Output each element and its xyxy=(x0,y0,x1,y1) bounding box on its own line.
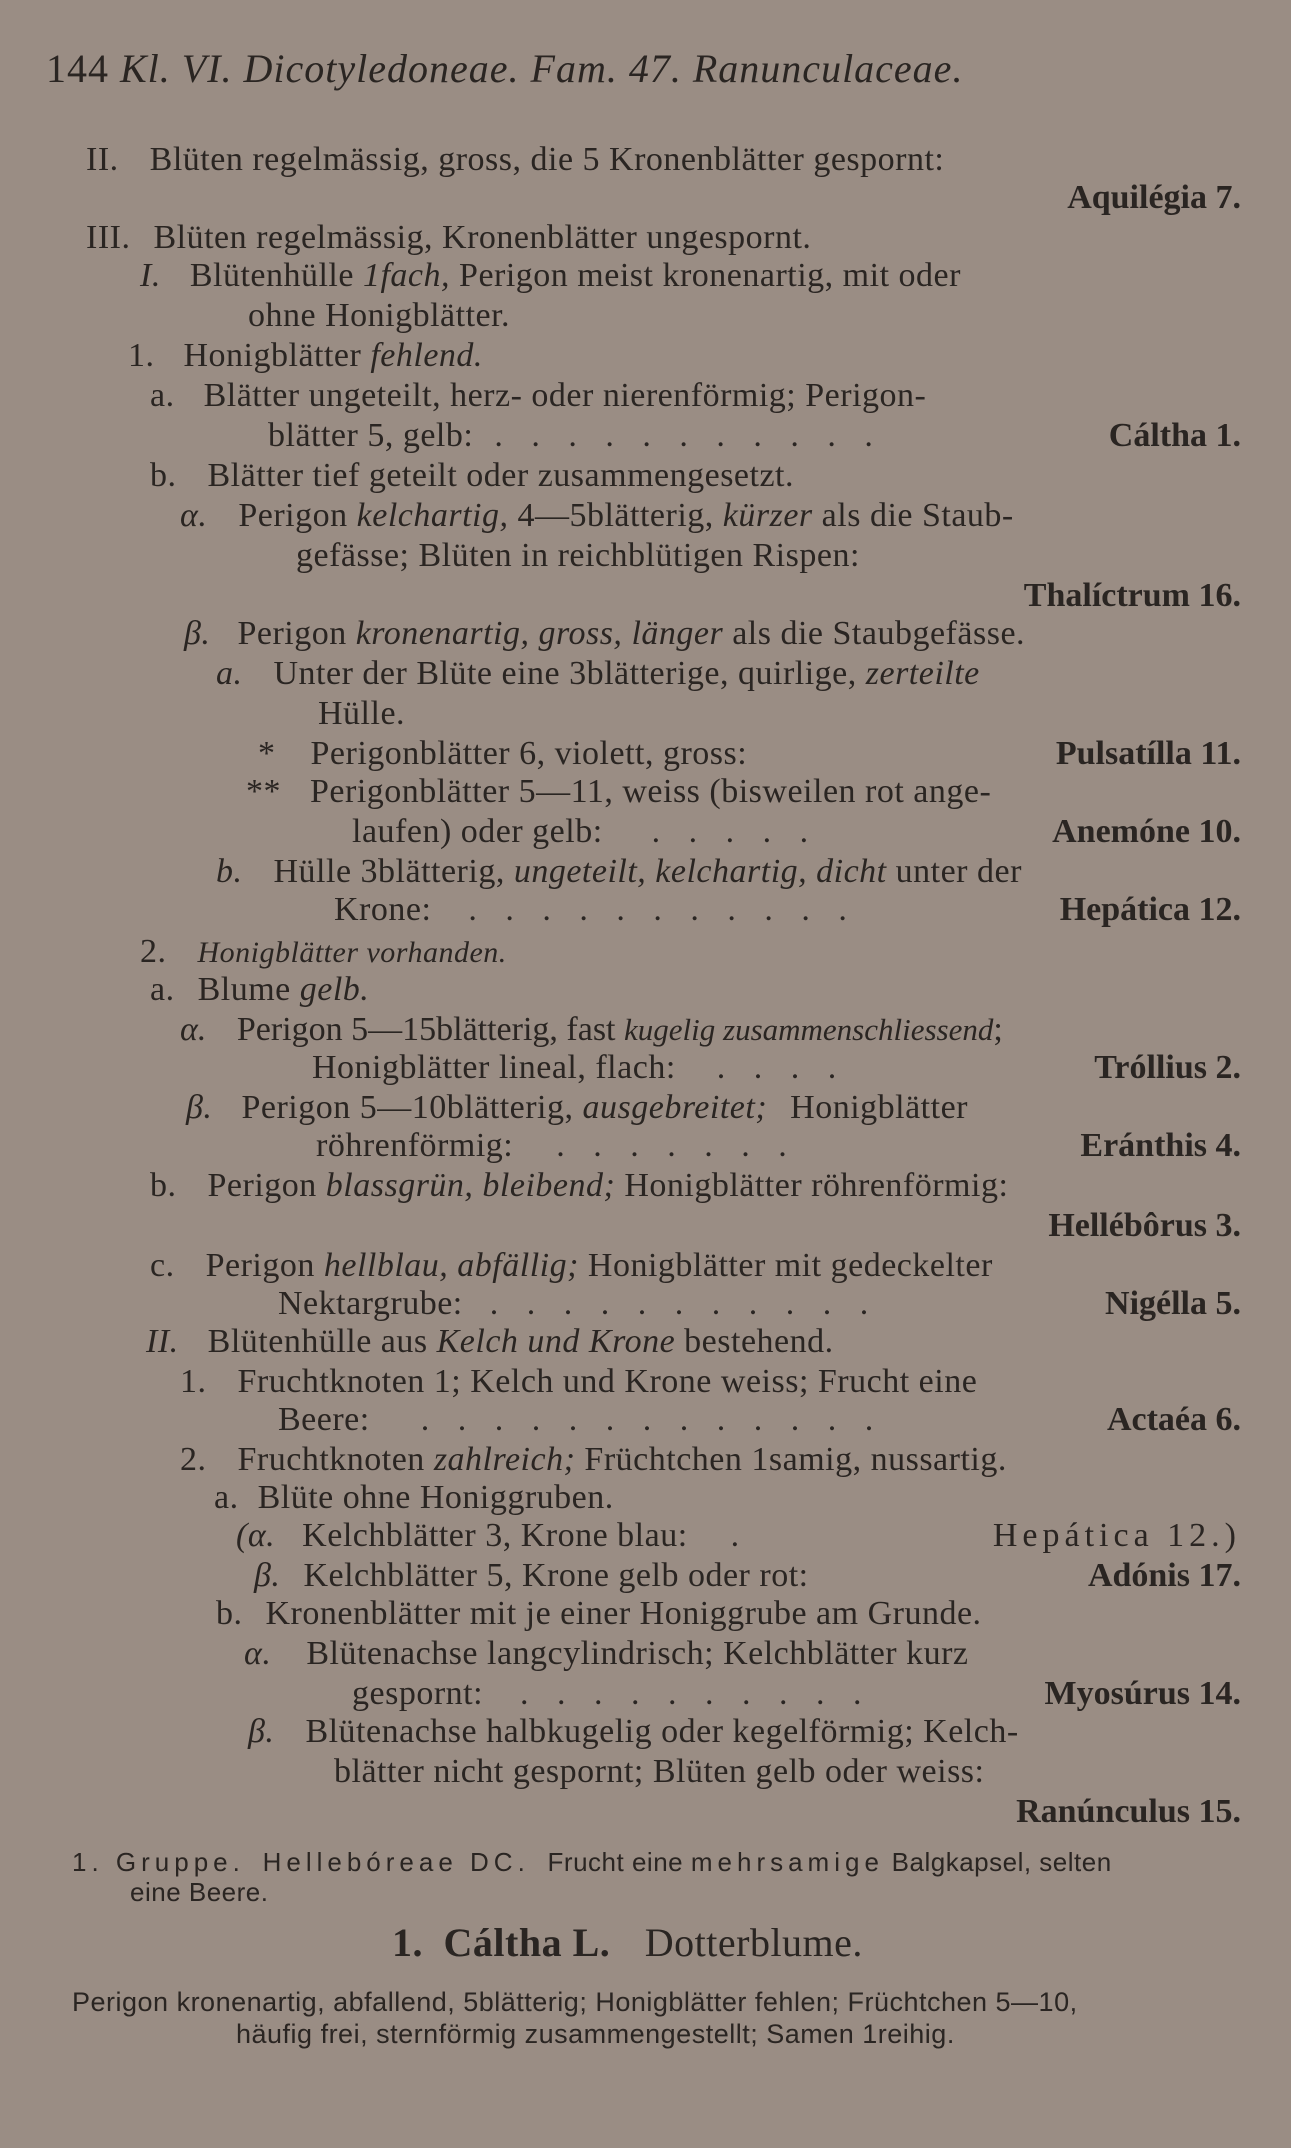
genus-name: Cáltha L. xyxy=(443,1920,611,1965)
key-label: β. xyxy=(248,1713,275,1750)
key-line-mbalpha-cont xyxy=(352,1674,872,1714)
key-line-beta2-cont xyxy=(316,1126,797,1166)
key-result-actaea: Actaéa 6. xyxy=(1106,1401,1241,1438)
header-title: Dicotyledoneae. xyxy=(243,46,520,91)
key-line-mbalpha xyxy=(244,1634,969,1674)
key-result-nigella: Nigélla 5. xyxy=(1105,1285,1241,1322)
key-result-hepatica-alt: Hepática 12.) xyxy=(992,1517,1241,1554)
key-text: gespornt: xyxy=(352,1675,484,1712)
key-text-italic: ausgebreitet; xyxy=(582,1089,768,1126)
key-text-italic: fehlend. xyxy=(370,337,483,374)
group-line-cont: eine Beere. xyxy=(130,1877,269,1907)
key-text: Früchtchen 1samig, nussartig. xyxy=(584,1441,1007,1478)
genus-description-line-1: Perigon kronenartig, abfallend, 5blätterig; Honigblätter fehlen; Früchtchen 5—10, xyxy=(72,1987,1078,2017)
key-text: Perigon 5—15blätterig, fast xyxy=(236,1011,616,1048)
key-line-II2 xyxy=(146,1322,834,1362)
key-text: Honigblätter mit gedeckelter xyxy=(587,1247,993,1284)
genus-number: 1. xyxy=(392,1920,423,1965)
key-line-alpha xyxy=(180,496,1014,536)
group-label: 1. Gruppe. xyxy=(72,1847,245,1877)
group-line xyxy=(72,1846,1112,1878)
key-label: β. xyxy=(184,615,211,652)
key-label: a. xyxy=(150,971,175,1008)
key-text: Unter der Blüte eine 3blätterige, quirlige, xyxy=(273,655,857,692)
key-text-italic: zahlreich; xyxy=(433,1441,576,1478)
group-text: Balgkapsel, selten xyxy=(891,1847,1112,1877)
key-line-ma xyxy=(214,1478,614,1518)
key-line-star2-cont xyxy=(352,812,818,852)
key-label: 2. xyxy=(140,933,167,970)
key-text-italic: kugelig zusammenschliessend xyxy=(624,1012,994,1047)
key-label: II. xyxy=(146,1323,179,1360)
key-text: Honigblätter xyxy=(183,337,362,374)
key-line-a xyxy=(150,376,926,416)
key-label: α. xyxy=(180,1011,207,1048)
key-line-beta2 xyxy=(186,1088,968,1128)
key-text: bestehend. xyxy=(684,1323,834,1360)
key-result-myosurus: Myosúrus 14. xyxy=(1044,1675,1241,1712)
header-family: Fam. 47. xyxy=(530,46,682,91)
key-text: röhrenförmig: xyxy=(316,1127,514,1164)
key-line-m2 xyxy=(180,1440,1007,1480)
genus-common-name: Dotterblume. xyxy=(644,1920,863,1965)
key-label: a. xyxy=(216,655,243,692)
key-label: b. xyxy=(150,457,177,494)
key-text: als die Staub- xyxy=(821,497,1014,534)
key-text: Blüten regelmässig, Kronenblätter ungespornt. xyxy=(153,219,812,256)
key-result-caltha: Cáltha 1. xyxy=(1108,417,1241,454)
key-text: Perigon xyxy=(205,1247,315,1284)
leader-dots: . . . . . . . . . . xyxy=(520,1675,872,1712)
key-result-adonis: Adónis 17. xyxy=(1087,1557,1241,1594)
key-line-alpha-cont: gefässe; Blüten in reichblütigen Rispen: xyxy=(296,537,860,574)
key-line-mbbeta xyxy=(248,1712,1019,1752)
key-text: Honigblätter lineal, flach: xyxy=(312,1049,676,1086)
key-text-italic: blassgrün, bleibend; xyxy=(325,1167,616,1204)
group-name: Hellebóreae DC. xyxy=(262,1847,530,1877)
key-label: b. xyxy=(216,1595,243,1632)
key-label: I. xyxy=(140,257,161,294)
key-label: c. xyxy=(150,1247,175,1284)
key-label: ** xyxy=(246,773,281,810)
key-label: α. xyxy=(244,1635,272,1672)
key-text: Fruchtknoten 1; Kelch und Krone weiss; Frucht eine xyxy=(237,1363,978,1400)
key-result-trollius: Tróllius 2. xyxy=(1094,1049,1241,1086)
group-text: Frucht eine xyxy=(547,1847,684,1877)
key-line-alpha2-cont xyxy=(312,1048,846,1088)
key-text-italic: 1fach, xyxy=(362,257,451,294)
key-text-italic: Honigblätter vorhanden. xyxy=(197,936,507,969)
leader-dots: . . . . . . . . . . . . . xyxy=(420,1401,884,1438)
key-line-bb-cont xyxy=(334,890,857,930)
key-text: Blüten regelmässig, gross, die 5 Kronenblätter gespornt: xyxy=(149,141,945,178)
key-line-a2 xyxy=(150,970,369,1010)
key-text: Perigonblätter 6, violett, gross: xyxy=(310,735,748,772)
key-line-II xyxy=(86,140,944,180)
page-number: 144 xyxy=(46,46,109,91)
running-header xyxy=(46,46,963,92)
leader-dots: . . . . . . . . . . . xyxy=(494,417,883,454)
key-text: als die Staubgefässe. xyxy=(732,615,1026,652)
key-label: * xyxy=(258,735,276,772)
key-line-1 xyxy=(128,336,483,376)
key-text: . xyxy=(730,1517,740,1554)
key-label: a. xyxy=(150,377,175,414)
leader-dots: . . . . . . . xyxy=(556,1127,797,1164)
key-label: α. xyxy=(180,497,208,534)
key-label: b. xyxy=(150,1167,177,1204)
key-text: Blütenhülle aus xyxy=(207,1323,428,1360)
key-line-m1 xyxy=(180,1362,977,1402)
key-text: Perigonblätter 5—11, weiss (bisweilen rot ange- xyxy=(310,773,992,810)
key-text: Perigon xyxy=(207,1167,317,1204)
key-line-star xyxy=(258,734,747,774)
key-line-aa xyxy=(216,654,980,694)
key-line-2 xyxy=(140,932,507,973)
key-text: Blume xyxy=(197,971,291,1008)
key-line-b2 xyxy=(150,1166,1008,1206)
key-text-italic: kürzer xyxy=(722,497,813,534)
key-text-italic: kelchartig, xyxy=(356,497,509,534)
key-text: laufen) oder gelb: xyxy=(352,813,603,850)
key-label: 1. xyxy=(128,337,155,374)
key-text: Krone: xyxy=(334,891,432,928)
key-line-c2-cont xyxy=(278,1284,878,1324)
key-line-mbeta xyxy=(254,1556,809,1596)
key-text: 4—5blätterig, xyxy=(517,497,714,534)
key-line-mb xyxy=(216,1594,982,1634)
key-text: blätter 5, gelb: xyxy=(268,417,474,454)
key-line-III xyxy=(86,218,811,258)
key-line-a-cont xyxy=(268,416,883,456)
key-result-aquilegia: Aquilégia 7. xyxy=(1067,179,1241,216)
key-text: Perigon xyxy=(238,497,348,534)
key-text: Blüte ohne Honiggruben. xyxy=(257,1479,614,1516)
key-label: 1. xyxy=(180,1363,207,1400)
key-line-I-cont: ohne Honigblätter. xyxy=(248,297,511,334)
genus-heading xyxy=(392,1920,863,1966)
key-label: 2. xyxy=(180,1441,207,1478)
header-class: Kl. VI. xyxy=(120,46,233,91)
key-line-beta xyxy=(184,614,1025,654)
key-text-italic: länger xyxy=(631,615,724,652)
leader-dots: . . . . . . . . . . . xyxy=(468,891,857,928)
key-text: Blütenhülle xyxy=(189,257,354,294)
key-text: Blätter tief geteilt oder zusammengesetzt. xyxy=(207,457,794,494)
key-result-pulsatilla: Pulsatílla 11. xyxy=(1055,735,1241,772)
key-text-italic: hellblau, abfällig; xyxy=(323,1247,579,1284)
key-label: III. xyxy=(86,219,131,256)
key-result-hepatica: Hepática 12. xyxy=(1059,891,1241,928)
key-label: a. xyxy=(214,1479,239,1516)
key-text: Perigon 5—10blätterig, xyxy=(241,1089,574,1126)
key-text: Fruchtknoten xyxy=(237,1441,425,1478)
key-line-b xyxy=(150,456,794,496)
key-label: (α. xyxy=(236,1517,276,1554)
key-result-helleborus: Hellébôrus 3. xyxy=(1048,1207,1241,1244)
key-line-mbbeta-cont: blätter nicht gespornt; Blüten gelb oder weiss: xyxy=(334,1753,985,1790)
key-text: Honigblätter röhrenförmig: xyxy=(624,1167,1009,1204)
key-text: ; xyxy=(993,1011,1003,1048)
key-text: Honigblätter xyxy=(790,1089,968,1126)
key-result-eranthis: Eránthis 4. xyxy=(1080,1127,1241,1164)
key-text-italic: kronenartig, gross, xyxy=(355,615,623,652)
key-text-italic: Kelch und Krone xyxy=(436,1323,676,1360)
key-label: β. xyxy=(186,1089,213,1126)
leader-dots: . . . . xyxy=(716,1049,847,1086)
key-result-ranunculus: Ranúnculus 15. xyxy=(1016,1793,1241,1830)
key-text: Kelchblätter 3, Krone blau: xyxy=(302,1517,688,1554)
key-line-alpha2 xyxy=(180,1010,1003,1050)
key-text: Blütenachse halbkugelig oder kegelförmig; Kelch- xyxy=(305,1713,1019,1750)
key-line-malpha xyxy=(236,1516,740,1556)
key-text: unter der xyxy=(895,853,1022,890)
key-line-I xyxy=(140,256,961,296)
key-line-aa-cont: Hülle. xyxy=(318,695,406,732)
genus-description-line-2: häufig frei, sternförmig zusammengestellt; Samen 1reihig. xyxy=(236,2019,955,2049)
key-line-bb xyxy=(216,852,1022,892)
key-result-anemone: Anemóne 10. xyxy=(1052,813,1241,850)
key-line-star2 xyxy=(246,772,991,812)
key-text: Beere: xyxy=(278,1401,370,1438)
key-text: Perigon meist kronenartig, mit oder xyxy=(459,257,961,294)
key-text: Kronenblätter mit je einer Honiggrube am Grunde. xyxy=(265,1595,982,1632)
key-label: β. xyxy=(254,1557,281,1594)
key-text: Perigon xyxy=(237,615,347,652)
group-text-spaced: mehrsamige xyxy=(690,1847,884,1877)
key-text: Nektargrube: xyxy=(278,1285,463,1322)
key-line-c2 xyxy=(150,1246,993,1286)
key-text: Kelchblätter 5, Krone gelb oder rot: xyxy=(303,1557,809,1594)
key-text-italic: zerteilte xyxy=(865,655,980,692)
key-text: Hülle 3blätterig, xyxy=(273,853,505,890)
key-text-italic: gelb. xyxy=(299,971,370,1008)
key-text-italic: ungeteilt, kelchartig, dicht xyxy=(513,853,887,890)
key-text: Blätter ungeteilt, herz- oder nierenförmig; Perigon- xyxy=(203,377,927,414)
key-result-thalictrum: Thalíctrum 16. xyxy=(1023,577,1241,614)
key-text: Blütenachse langcylindrisch; Kelchblätter kurz xyxy=(306,1635,969,1672)
key-label: b. xyxy=(216,853,243,890)
leader-dots: . . . . . . . . . . . xyxy=(489,1285,879,1322)
key-line-m1-cont xyxy=(278,1400,883,1440)
header-family-name: Ranunculaceae. xyxy=(692,46,964,91)
leader-dots: . . . . . xyxy=(651,813,819,850)
key-label: II. xyxy=(86,141,119,178)
